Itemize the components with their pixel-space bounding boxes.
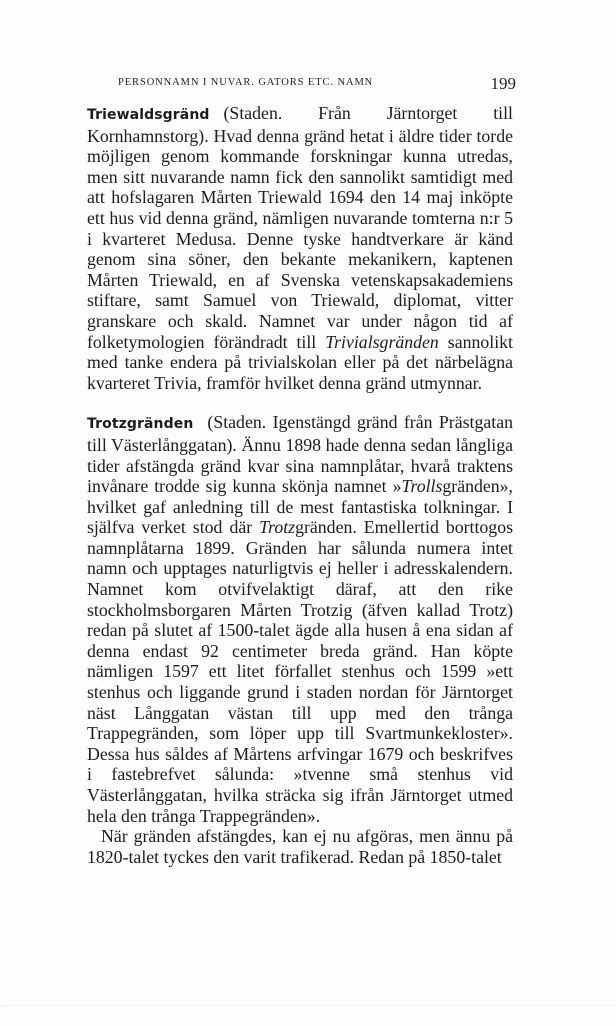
entry-triewaldsgrand [87, 103, 513, 393]
entry-text: (Staden. Från Järntorget till Kornhamnstorg). Hvad denna gränd hetat i äldre tider torde möjligen genom kommande forskningar kunna utredas, men sitt nuvarande namn fick den sannolikt samtidigt med att hofslagaren Mårten Triewald 1694 den 14 maj inköpte ett hus vid denna gränd, nämligen nuvarande tomterna n:r 5 i kvarteret Medusa. Denne tyske handtverkare är känd genom sina söner, den bekante mekanikern, kaptenen Mårten Triewald, en af Svenska vetenskapsakademiens stiftare, samt Samuel von Triewald, diplomat, vitter granskare och skald. Namnet var under någon tid af folketymologien förändradt till [87, 103, 513, 352]
entry-italic-text: Trivialsgränden [325, 331, 439, 352]
entry-text: (Staden. Igenstängd gränd från Prästgatan till Västerlånggatan). Ännu 1898 hade denna sedan långliga tider afstängda gränd kvar sina namnplåtar, hvarå traktens invånare trodde sig kunna skönja namnet » [87, 412, 513, 497]
entry-term: Trotzgränden [87, 416, 194, 433]
continuation-paragraph: När gränden afstängdes, kan ej nu afgöras, men ännu på 1820-talet tyckes den varit trafikerad. Redan på 1850-talet [87, 826, 513, 867]
entry-term: Triewaldsgränd [87, 107, 210, 123]
entry-italic-text: Trolls [401, 476, 443, 497]
page-number: 199 [490, 74, 516, 93]
entry-italic-text: Trotz [259, 517, 296, 538]
entry-text: gränden. Emellertid borttogos namnplåtarna 1899. Gränden har sålunda numera intet namn och upptages naturligtvis ej heller i adresskalendern. Namnet kom otvifvelaktigt däraf, att den rike stockholmsborgaren Mårten Trotzig (äfven kallad Trotz) redan på slutet af 1500-talet ägde alla husen å ena sidan af denna endast 92 centimeter breda gränd. Han köpte nämligen 1597 ett litet förfallet stenhus och 1599 »ett stenhus och liggande grund i staden nordan för Järntorget näst Långgatan västan till upp med den trånga Trappegränden, som löper upp till Svartmunkekloster». Dessa hus såldes af Mårtens arfvingar 1679 och beskrifves i fastebrefvet sålunda: »tvenne små stenhus vid Västerlånggatan, hvilka sträcka sig ifrån Järntorget utmed hela den trånga Trappegränden». [87, 517, 513, 826]
entry-trotzgranden [87, 412, 513, 826]
body-text [87, 103, 513, 867]
running-title: PERSONNAMN I NUVAR. GATORS ETC. NAMN [118, 77, 374, 88]
page-header [108, 74, 516, 98]
entry-text: sannolikt med tanke endera på trivialskolan eller på det närbelägna kvarteret Trivia, framför hvilket denna gränd utmynnar. [87, 331, 513, 393]
entry-text: gränden», hvilket gaf anledning till de mest fantastiska tolkningar. I själfva verket stod där [87, 476, 513, 538]
page-bottom-edge [0, 1005, 616, 1026]
